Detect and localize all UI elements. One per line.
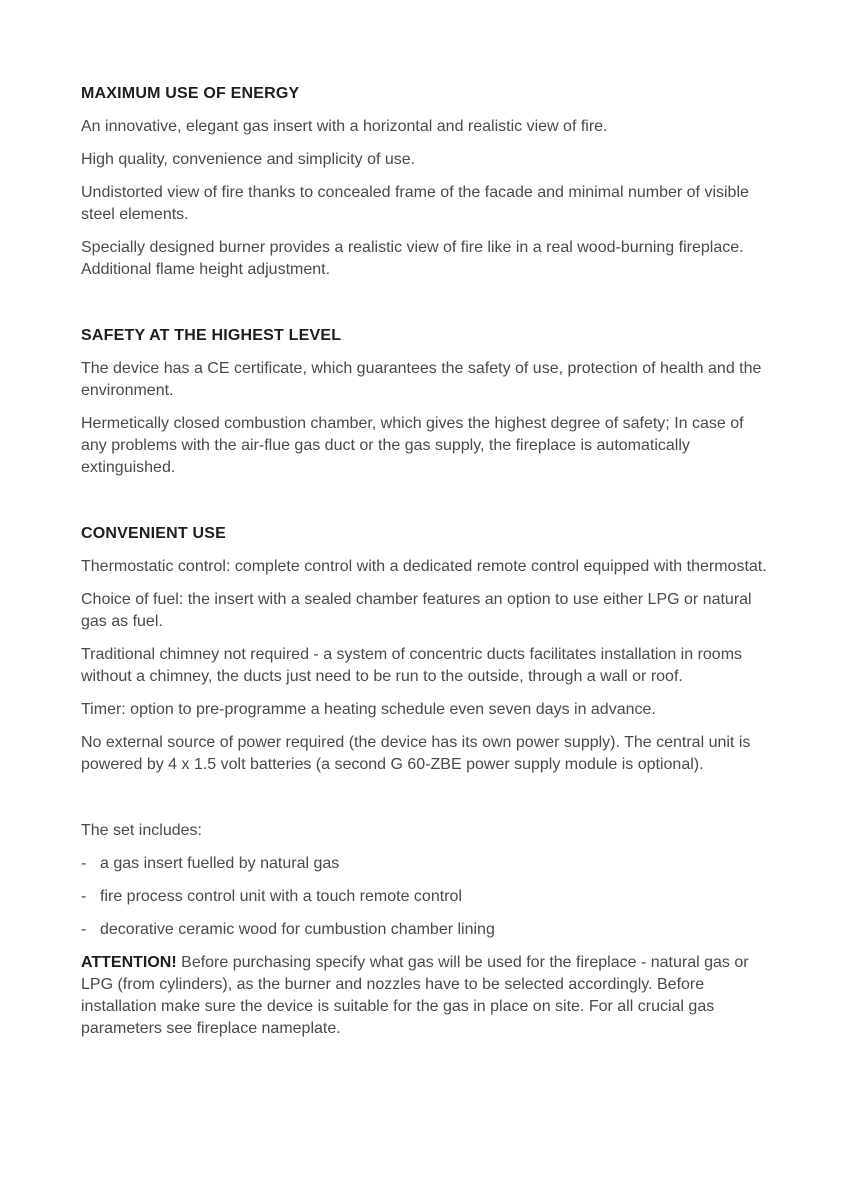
set-includes-intro: The set includes: bbox=[81, 822, 202, 839]
paragraph: Thermostatic control: complete control with a dedicated remote control equipped with thermostat. bbox=[81, 558, 767, 575]
paragraph: Hermetically closed combustion chamber, which gives the highest degree of safety; In case of any problems with the air-flue gas duct or the gas supply, the fireplace is automatically extinguished. bbox=[81, 415, 744, 476]
list-dash-marker: - bbox=[81, 921, 87, 938]
list-dash-marker: - bbox=[81, 855, 87, 872]
document-content bbox=[81, 83, 771, 1040]
list-item bbox=[81, 919, 771, 941]
attention-text: Before purchasing specify what gas will be used for the fireplace - natural gas or LPG (from cylinders), as the burner and nozzles have to be selected accordingly. Before installation make sure the device is suitable for the gas in place on site. For all crucial gas parameters see fireplace nameplate. bbox=[81, 954, 749, 1037]
paragraph: An innovative, elegant gas insert with a horizontal and realistic view of fire. bbox=[81, 118, 608, 135]
list-item-text: a gas insert fuelled by natural gas bbox=[100, 855, 340, 872]
paragraph: Undistorted view of fire thanks to concealed frame of the facade and minimal number of visible steel elements. bbox=[81, 184, 749, 223]
paragraph: Timer: option to pre-programme a heating schedule even seven days in advance. bbox=[81, 701, 656, 718]
section-maximum-use-of-energy bbox=[81, 83, 771, 281]
section-safety-at-the-highest-level bbox=[81, 325, 771, 479]
paragraph: Traditional chimney not required - a system of concentric ducts facilitates installation in rooms without a chimney, the ducts just need to be run to the outside, through a wall or roof. bbox=[81, 646, 743, 685]
attention-paragraph bbox=[81, 952, 771, 1040]
paragraph: The device has a CE certificate, which guarantees the safety of use, protection of health and the environment. bbox=[81, 360, 762, 399]
list-item bbox=[81, 886, 771, 908]
attention-label: ATTENTION! bbox=[81, 954, 177, 971]
list-item bbox=[81, 853, 771, 875]
paragraph: No external source of power required (the device has its own power supply). The central unit is powered by 4 x 1.5 volt batteries (a second G 60-ZBE power supply module is optional). bbox=[81, 734, 751, 773]
list-item-text: fire process control unit with a touch remote control bbox=[100, 888, 462, 905]
paragraph: Specially designed burner provides a realistic view of fire like in a real wood-burning fireplace. Additional flame height adjustment. bbox=[81, 239, 744, 278]
section-convenient-use bbox=[81, 523, 771, 776]
paragraph: Choice of fuel: the insert with a sealed chamber features an option to use either LPG or natural gas as fuel. bbox=[81, 591, 752, 630]
section-heading: SAFETY AT THE HIGHEST LEVEL bbox=[81, 327, 342, 344]
set-includes-block bbox=[81, 820, 771, 941]
list-item-text: decorative ceramic wood for cumbustion chamber lining bbox=[100, 921, 495, 938]
section-heading: MAXIMUM USE OF ENERGY bbox=[81, 85, 300, 102]
section-heading: CONVENIENT USE bbox=[81, 525, 227, 542]
paragraph: High quality, convenience and simplicity of use. bbox=[81, 151, 416, 168]
list-dash-marker: - bbox=[81, 888, 87, 905]
